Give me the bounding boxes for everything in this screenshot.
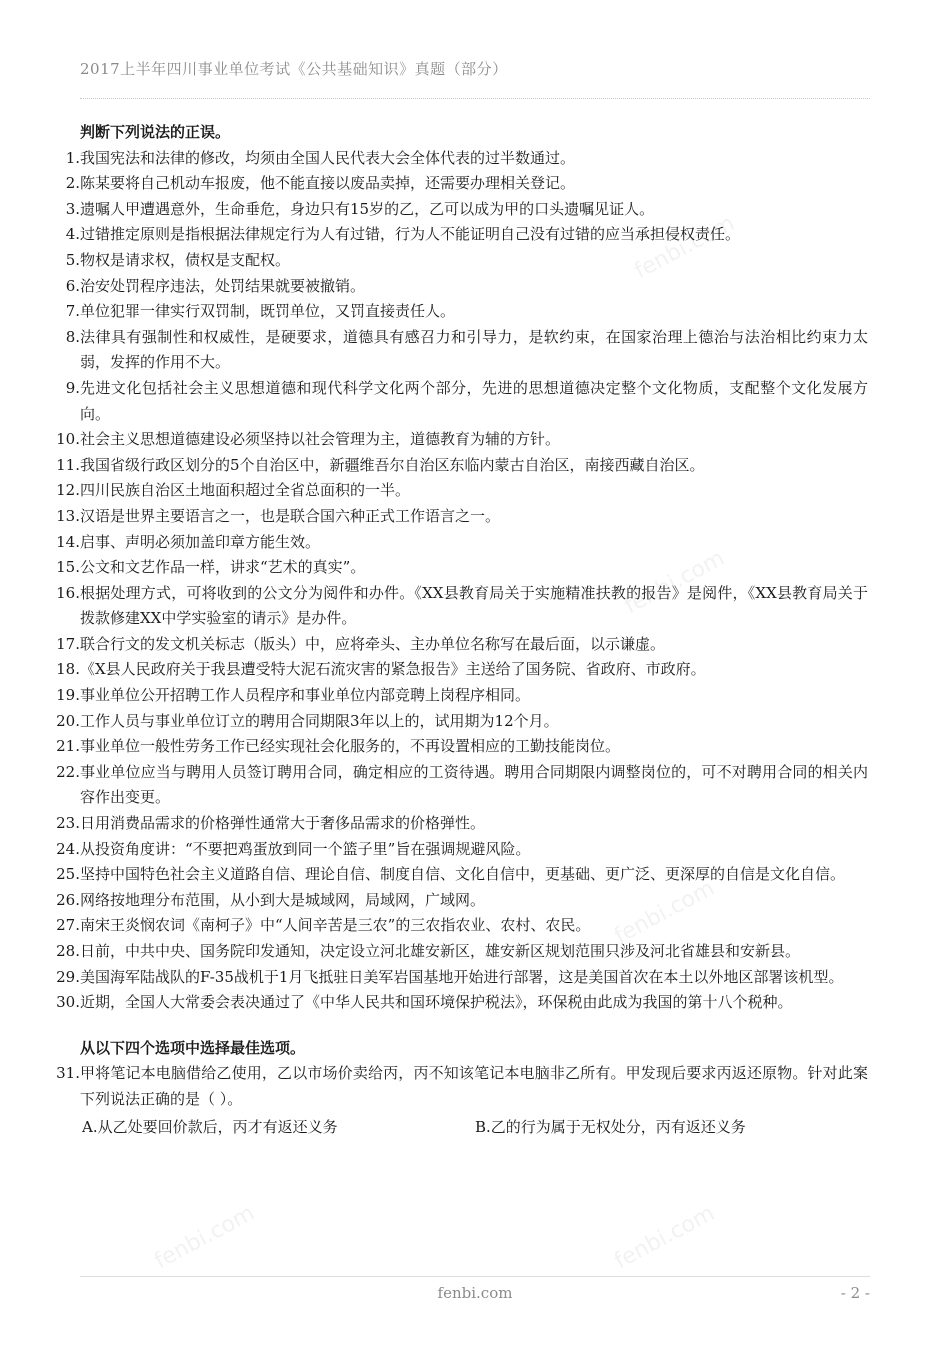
question-number: 24. [56, 839, 80, 858]
question-number: 23. [56, 814, 80, 833]
section-title-judgement: 判断下列说法的正误。 [80, 123, 231, 141]
question-text: 日前，中共中央、国务院印发通知，决定设立河北雄安新区，雄安新区规划范围只涉及河北省雄县和安新县。 [80, 942, 801, 960]
footer-divider [80, 1276, 870, 1277]
question-number: 21. [56, 737, 80, 756]
question-number: 11. [56, 455, 80, 474]
question-text: 我国宪法和法律的修改，均须由全国人民代表大会全体代表的过半数通过。 [80, 148, 576, 167]
watermark: fenbi.com [150, 1200, 259, 1275]
question-item [56, 939, 868, 965]
question-item [56, 760, 868, 811]
question-number: 27. [56, 916, 80, 935]
question-item [56, 530, 868, 556]
question-number: 20. [56, 711, 80, 730]
question-text: 工作人员与事业单位订立的聘用合同期限3年以上的，试用期为12个月。 [80, 711, 559, 730]
question-number: 31. [56, 1064, 80, 1083]
question-number: 12. [56, 481, 80, 500]
option-b: B.乙的行为属于无权处分，丙有返还义务 [475, 1117, 746, 1136]
question-text: 我国省级行政区划分的5个自治区中，新疆维吾尔自治区东临内蒙古自治区，南接西藏自治区。 [80, 455, 705, 474]
question-number: 1. [65, 148, 80, 167]
question-number: 14. [56, 532, 80, 551]
question-item [56, 453, 868, 479]
question-text: 事业单位应当与聘用人员签订聘用合同，确定相应的工资待遇。聘用合同期限内调整岗位的，可不对聘用合同的相关内容作出变更。 [80, 762, 868, 807]
question-text: 事业单位公开招聘工作人员程序和事业单位内部竞聘上岗程序相同。 [80, 686, 531, 705]
question-item [56, 888, 868, 914]
question-number: 8. [65, 327, 80, 346]
question-item [56, 171, 868, 197]
question-item [56, 504, 868, 530]
question-number: 16. [56, 583, 80, 602]
section-spacer [56, 1016, 868, 1036]
question-number: 22. [56, 762, 80, 781]
question-number: 30. [56, 993, 80, 1012]
question-item [56, 683, 868, 709]
watermark: fenbi.com [630, 210, 739, 285]
question-number: 9. [65, 378, 80, 397]
question-text: 四川民族自治区土地面积超过全省总面积的一半。 [80, 481, 411, 500]
question-number: 13. [56, 506, 80, 525]
question-text: 先进文化包括社会主义思想道德和现代科学文化两个部分，先进的思想道德决定整个文化物质，支配整个文化发展方向。 [80, 378, 868, 423]
question-text: 陈某要将自己机动车报废，他不能直接以废品卖掉，还需要办理相关登记。 [80, 174, 576, 193]
watermark: fenbi.com [620, 545, 729, 620]
question-text: 法律具有强制性和权威性，是硬要求，道德具有感召力和引导力，是软约束，在国家治理上德治与法治相比约束力太弱，发挥的作用不大。 [80, 327, 868, 372]
question-text: 单位犯罪一律实行双罚制，既罚单位，又罚直接责任人。 [80, 302, 456, 321]
header-divider [80, 98, 870, 99]
question-number: 26. [56, 890, 80, 909]
question-item [56, 222, 868, 248]
question-item [56, 478, 868, 504]
question-text: 过错推定原则是指根据法律规定行为人有过错，行为人不能证明自己没有过错的应当承担侵权责任。 [80, 225, 741, 244]
question-item [56, 555, 868, 581]
question-item [56, 709, 868, 735]
question-number: 3. [65, 199, 80, 218]
question-text: 美国海军陆战队的F-35战机于1月飞抵驻日美军岩国基地开始进行部署，这是美国首次在本土以外地区部署该机型。 [80, 967, 844, 986]
question-number: 7. [65, 302, 80, 321]
watermark: fenbi.com [610, 1200, 719, 1275]
question-item [56, 837, 868, 863]
question-item [56, 299, 868, 325]
question-text: 近期，全国人大常委会表决通过了《中华人民共和国环境保护税法》，环保税由此成为我国的第十八个税种。 [80, 993, 793, 1012]
question-text: 甲将笔记本电脑借给乙使用，乙以市场价卖给丙，丙不知该笔记本电脑非乙所有。甲发现后要求丙返还原物。针对此案下列说法正确的是（ ）。 [80, 1064, 868, 1108]
question-text: 公文和文艺作品一样，讲求“艺术的真实”。 [80, 558, 366, 577]
question-number: 29. [56, 967, 80, 986]
question-item [56, 325, 868, 376]
question-text: 事业单位一般性劳务工作已经实现社会化服务的，不再设置相应的工勤技能岗位。 [80, 737, 621, 756]
question-text: 物权是请求权，债权是支配权。 [80, 250, 291, 269]
question-number: 18. [56, 660, 80, 679]
option-a: A.从乙处要回价款后，丙才有返还义务 [82, 1117, 338, 1136]
question-item [56, 990, 868, 1016]
question-number: 17. [56, 634, 80, 653]
question-item [56, 197, 868, 223]
question-text: 联合行文的发文机关标志（版头）中，应将牵头、主办单位名称写在最后面，以示谦虚。 [80, 634, 666, 653]
question-text: 网络按地理分布范围，从小到大是城域网，局域网，广域网。 [80, 890, 486, 909]
question-item [56, 965, 868, 991]
question-item [56, 376, 868, 427]
question-item [56, 734, 868, 760]
question-item [56, 811, 868, 837]
question-item [56, 913, 868, 939]
watermark: fenbi.com [610, 875, 719, 950]
question-text: 从投资角度讲：“不要把鸡蛋放到同一个篮子里”旨在强调规避风险。 [80, 839, 531, 858]
question-text: 坚持中国特色社会主义道路自信、理论自信、制度自信、文化自信中，更基础、更广泛、更深厚的自信是文化自信。 [80, 865, 846, 884]
question-number: 5. [65, 250, 80, 269]
question-item [56, 862, 868, 888]
question-item [56, 248, 868, 274]
question-text: 日用消费品需求的价格弹性通常大于奢侈品需求的价格弹性。 [80, 814, 486, 833]
question-text: 《X县人民政府关于我县遭受特大泥石流灾害的紧急报告》主送给了国务院、省政府、市政府。 [80, 660, 706, 679]
question-item [56, 632, 868, 658]
footer-site: fenbi.com [437, 1284, 513, 1302]
question-item [56, 427, 868, 453]
question-item [56, 657, 868, 683]
question-text: 治安处罚程序违法，处罚结果就要被撤销。 [80, 276, 366, 295]
document-body [56, 120, 868, 1140]
question-text: 启事、声明必须加盖印章方能生效。 [80, 532, 321, 551]
question-text: 遗嘱人甲遭遇意外，生命垂危，身边只有15岁的乙，乙可以成为甲的口头遗嘱见证人。 [80, 199, 655, 218]
question-item [56, 274, 868, 300]
question-number: 15. [56, 558, 80, 577]
question-item [56, 581, 868, 632]
question-number: 2. [65, 174, 80, 193]
question-number: 6. [65, 276, 80, 295]
question-number: 4. [65, 225, 80, 244]
question-number: 28. [56, 942, 80, 960]
question-number: 10. [56, 430, 80, 449]
question-number: 25. [56, 865, 80, 884]
section-title-choice: 从以下四个选项中选择最佳选项。 [80, 1038, 306, 1057]
question-number: 19. [56, 686, 80, 705]
page-header-title: 2017上半年四川事业单位考试《公共基础知识》真题（部分） [80, 60, 508, 78]
question-text: 根据处理方式，可将收到的公文分为阅件和办件。《XX县教育局关于实施精准扶教的报告》是阅件，《XX县教育局关于拨款修建XX中学实验室的请示》是办件。 [80, 583, 868, 628]
page-number: - 2 - [840, 1284, 870, 1302]
question-item [56, 1061, 868, 1112]
answer-options [56, 1115, 868, 1141]
question-text: 南宋王炎悯农词《南柯子》中“人间辛苦是三农”的三农指农业、农村、农民。 [80, 916, 591, 935]
question-text: 汉语是世界主要语言之一，也是联合国六种正式工作语言之一。 [80, 506, 501, 525]
question-item [56, 146, 868, 172]
judgement-question-list [56, 146, 868, 1016]
question-text: 社会主义思想道德建设必须坚持以社会管理为主，道德教育为辅的方针。 [80, 430, 561, 449]
